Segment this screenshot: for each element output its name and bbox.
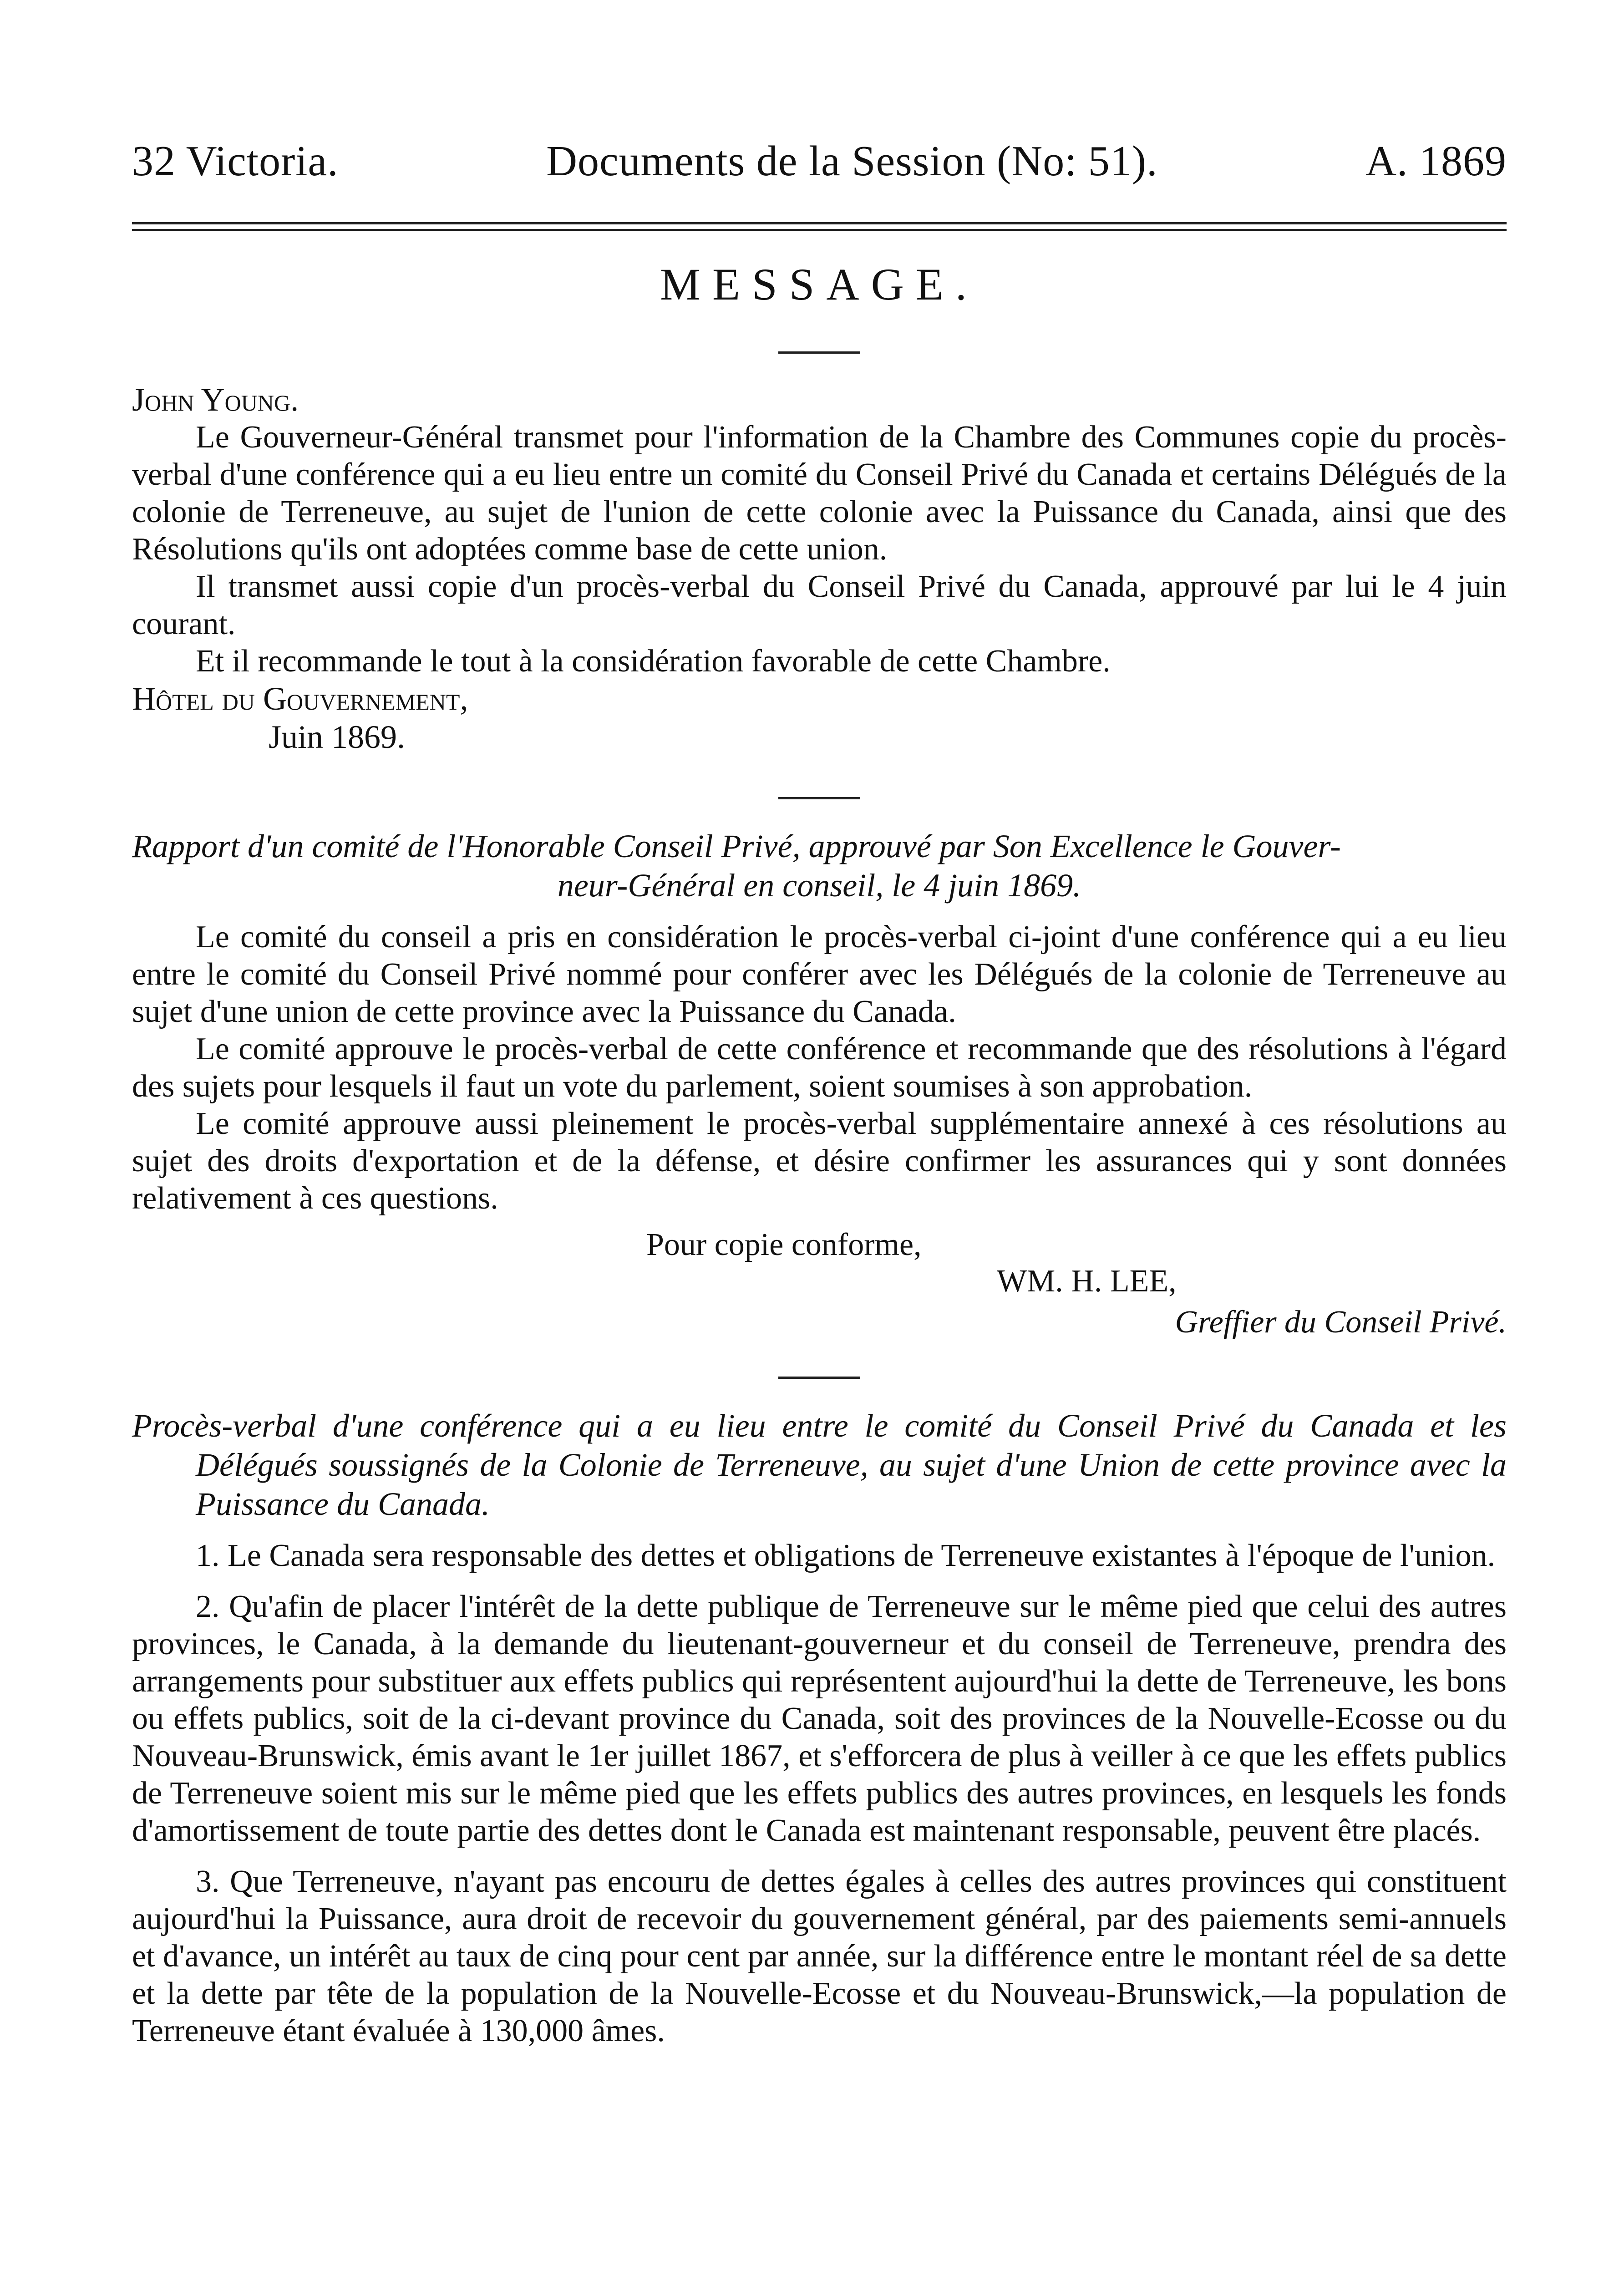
header-left: 32 Victoria. [132, 137, 339, 185]
message-date: Juin 1869. [269, 719, 406, 755]
signature-block [132, 1217, 1507, 1340]
rapport-paragraph-2: Le comité approuve le procès-verbal de cette conférence et recommande que des résolutions à l'égard des sujets pour lesquels il faut un vote du parlement, soient soumises à son approbation. [132, 1031, 1507, 1104]
signer-name: WM. H. LEE, [997, 1264, 1177, 1299]
message-title: MESSAGE. [660, 259, 979, 310]
divider [778, 797, 860, 799]
resolution-item-1: 1. Le Canada sera responsable des dettes et obligations de Terreneuve existantes à l'époque de l'union. [196, 1538, 1496, 1573]
header-double-rule [132, 222, 1507, 231]
signer-title: Greffier du Conseil Privé. [1175, 1305, 1507, 1340]
resolution-item-2: 2. Qu'afin de placer l'intérêt de la dette publique de Terreneuve sur le même pied que celui des autres provinces, le Canada, à la demande du lieutenant-gouverneur et du conseil de Terreneuve, prendra des arrangements pour substituer aux effets publics qui représentent aujourd'hui la dette de Terreneuve, les bons ou effets publics, soit de la ci-devant province du Canada, soit des provinces de la Nouvelle-Ecosse ou du Nouveau-Brunswick, émis avant le 1er juillet 1867, et s'efforcera de plus à veiller à ce que les effets publics de Terreneuve soient mis sur le même pied que les effets publics des autres provinces, en lesquels les fonds d'amortissement de toute partie des dettes dont le Canada est maintenant responsable, peuvent être placés. [132, 1589, 1507, 1848]
page-header [132, 137, 1507, 186]
copie-conforme: Pour copie conforme, [646, 1227, 922, 1262]
rapport-heading-line-2: neur-Général en conseil, le 4 juin 1869. [557, 867, 1081, 904]
proces-verbal-heading: Procès-verbal d'une conférence qui a eu lieu entre le comité du Conseil Privé du Canada et les Délégués soussignés de la Colonie de Terreneuve, au sujet d'une Union de cette province avec la Puissance du Canada. [132, 1407, 1507, 1522]
message-section [132, 381, 1507, 756]
message-paragraph-2: Il transmet aussi copie d'un procès-verbal du Conseil Privé du Canada, approuvé par lui le 4 juin courant. [132, 569, 1507, 641]
document-page [132, 137, 1507, 2050]
message-signer: John Young. [132, 381, 299, 418]
resolution-item-3: 3. Que Terreneuve, n'ayant pas encouru de dettes égales à celles des autres provinces qui constituent aujourd'hui la Puissance, aura droit de recevoir du gouvernement général, par des paiements semi-annuels et d'avance, un intérêt au taux de cinq pour cent par année, sur la différence entre le montant réel de sa dette et la dette par tête de la population de la Nouvelle-Ecosse et du Nouveau-Brunswick,—la population de Terreneuve étant évaluée à 130,000 âmes. [132, 1864, 1507, 2048]
rapport-heading-line-1: Rapport d'un comité de l'Honorable Conseil Privé, approuvé par Son Excellence le Gouver- [132, 828, 1341, 864]
header-right: A. 1869 [1365, 137, 1507, 185]
proces-verbal-section [132, 1406, 1507, 2050]
rapport-section [132, 827, 1507, 1340]
rapport-paragraph-1: Le comité du conseil a pris en considération le procès-verbal ci-joint d'une conférence qui a eu lieu entre le comité du Conseil Privé nommé pour conférer avec les Délégués de la colonie de Terreneuve au sujet d'une union de cette province avec la Puissance du Canada. [132, 920, 1507, 1029]
message-paragraph-3: Et il recommande le tout à la considération favorable de cette Chambre. [196, 644, 1111, 679]
message-place: Hôtel du Gouvernement, [132, 681, 468, 717]
header-center: Documents de la Session (No: 51). [546, 137, 1158, 185]
message-paragraph-1: Le Gouverneur-Général transmet pour l'information de la Chambre des Communes copie du procès-verbal d'une conférence qui a eu lieu entre un comité du Conseil Privé du Canada et certains Délégués de la colonie de Terreneuve, au sujet de l'union de cette colonie avec la Puissance du Canada, ainsi que des Résolutions qu'ils ont adoptées comme base de cette union. [132, 420, 1507, 567]
divider [778, 1377, 860, 1379]
rapport-paragraph-3: Le comité approuve aussi pleinement le procès-verbal supplémentaire annexé à ces résolutions au sujet des droits d'exportation et de la défense, et désire confirmer les assurances qui y sont données relativement à ces questions. [132, 1106, 1507, 1216]
divider [778, 351, 860, 354]
